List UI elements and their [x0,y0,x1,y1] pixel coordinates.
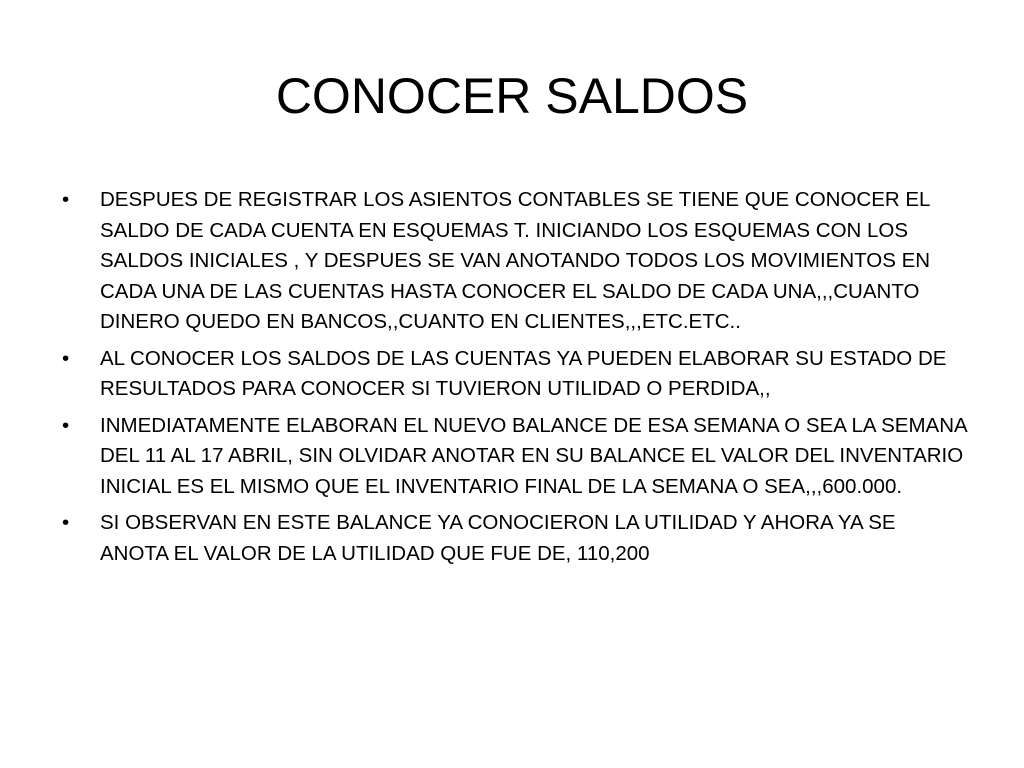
bullet-item [62,508,967,569]
bullet-list [62,185,967,575]
bullet-text: DESPUES DE REGISTRAR LOS ASIENTOS CONTABLES SE TIENE QUE CONOCER EL SALDO DE CADA CUENTA EN ESQUEMAS T. INICIANDO LOS ESQUEMAS CON LOS SALDOS INICIALES , Y DESPUES SE VAN ANOTANDO TODOS LOS MOVIMIENTOS EN CADA UNA DE LAS CUENTAS HASTA CONOCER EL SALDO DE CADA UNA,,,CUANTO DINERO QUEDO EN BANCOS,,CUANTO EN CLIENTES,,,ETC.ETC.. [100,188,931,333]
bullet-item [62,344,967,405]
bullet-icon: • [62,511,70,534]
bullet-text: AL CONOCER LOS SALDOS DE LAS CUENTAS YA PUEDEN ELABORAR SU ESTADO DE RESULTADOS PARA CONOCER SI TUVIERON UTILIDAD O PERDIDA,, [100,346,947,400]
bullet-text: INMEDIATAMENTE ELABORAN EL NUEVO BALANCE DE ESA SEMANA O SEA LA SEMANA DEL 11 AL 17 ABRIL, SIN OLVIDAR ANOTAR EN SU BALANCE EL VALOR DEL INVENTARIO INICIAL ES EL MISMO QUE EL INVENTARIO FINAL DE LA SEMANA O SEA,,,600.000. [100,413,967,498]
bullet-item [62,411,967,503]
bullet-item [62,185,967,338]
bullet-icon: • [62,188,70,211]
slide-title: CONOCER SALDOS [275,68,749,124]
bullet-text: SI OBSERVAN EN ESTE BALANCE YA CONOCIERON LA UTILIDAD Y AHORA YA SE ANOTA EL VALOR DE LA UTILIDAD QUE FUE DE, 110,200 [100,511,896,565]
bullet-icon: • [62,413,70,437]
bullet-icon: • [62,346,70,370]
